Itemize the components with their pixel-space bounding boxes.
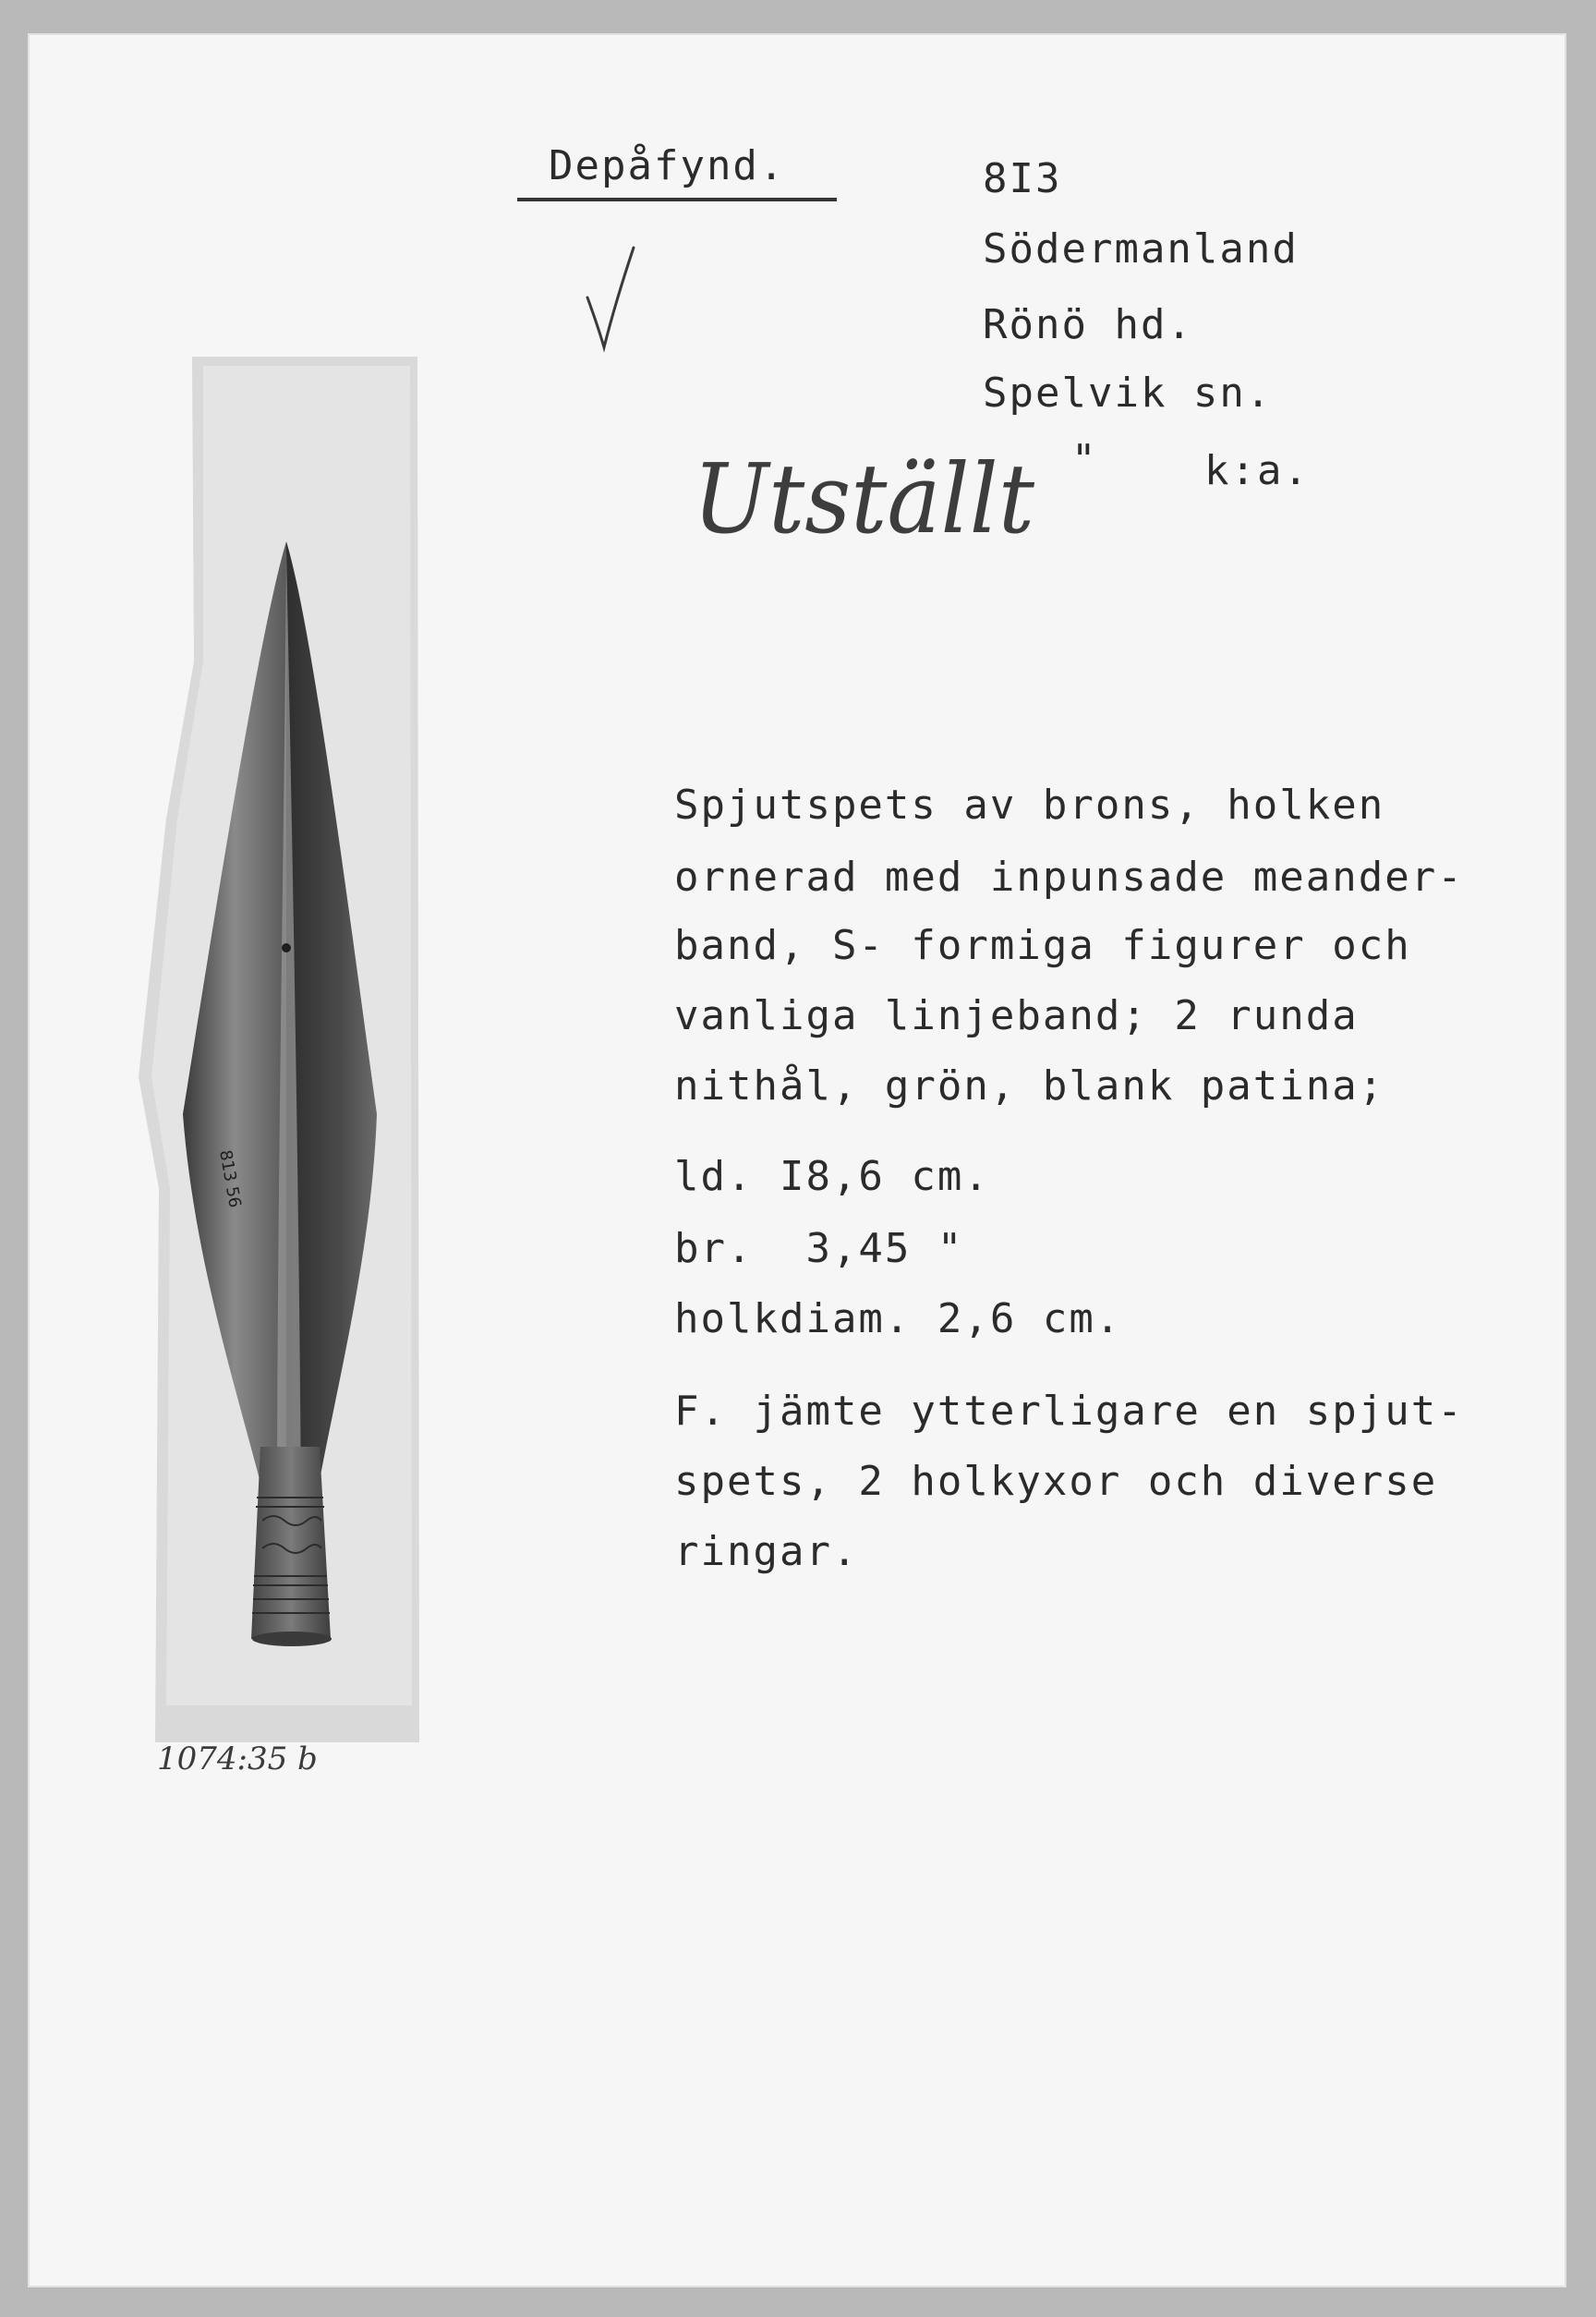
measurement-socket-diameter: holkdiam. 2,6 cm. (674, 1295, 1122, 1342)
socket-mouth (252, 1632, 332, 1646)
header-underline (517, 198, 837, 201)
header-title: Depåfynd. (549, 142, 786, 189)
spearhead-socket (251, 1447, 331, 1639)
measurement-length: ld. I8,6 cm. (674, 1153, 990, 1200)
checkmark-icon (582, 244, 637, 355)
find-note-line: ringar. (674, 1528, 859, 1575)
description-line: ornerad med inpunsade meander- (674, 854, 1464, 901)
inventory-number: 1074:35 b (157, 1741, 318, 1777)
description-line: vanliga linjeband; 2 runda (674, 992, 1359, 1039)
location-church: k:a. (1204, 447, 1310, 494)
location-hundred: Rönö hd. (983, 301, 1193, 348)
location-parish: Spelvik sn. (983, 370, 1273, 417)
catalog-card (28, 33, 1566, 2287)
handwritten-note-text: Utställt (693, 443, 1035, 555)
object-mark: 813 56 (215, 1148, 245, 1209)
find-note-line: F. jämte ytterligare en spjut- (674, 1388, 1464, 1435)
location-ditto-mark: " (1071, 436, 1098, 483)
location-province: Södermanland (983, 225, 1299, 273)
spearhead-photograph (139, 357, 453, 1742)
find-note-line: spets, 2 holkyxor och diverse (674, 1458, 1438, 1505)
catalog-number: 8I3 (983, 155, 1062, 202)
measurement-breadth: br. 3,45 " (674, 1225, 964, 1272)
rivet-hole (282, 943, 291, 952)
handwritten-note (693, 440, 1044, 578)
description-line: nithål, grön, blank patina; (674, 1062, 1385, 1110)
description-line: Spjutspets av brons, holken (674, 782, 1385, 829)
description-line: band, S- formiga figurer och (674, 922, 1411, 969)
